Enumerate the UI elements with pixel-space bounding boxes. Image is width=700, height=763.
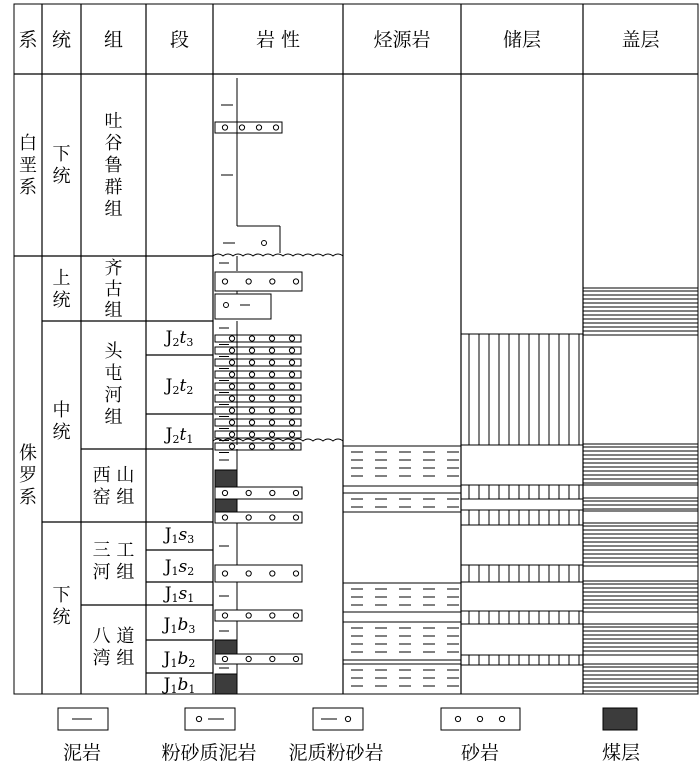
series-middle-jurassic: 统 — [52, 422, 71, 443]
coal-bed — [215, 499, 237, 512]
sand-dot — [229, 360, 234, 365]
header-2: 组 — [103, 29, 124, 51]
sand-dot — [269, 420, 274, 425]
sand-dot — [229, 408, 234, 413]
sand-dot — [289, 360, 294, 365]
sand-dot — [477, 716, 482, 721]
formation-qigu: 古 — [104, 279, 123, 300]
sand-dot — [499, 716, 504, 721]
sand-dot — [269, 348, 274, 353]
series-lower-jurassic: 统 — [52, 607, 71, 628]
sand-dot — [222, 515, 227, 520]
sand-dot — [249, 420, 254, 425]
header-0: 系 — [18, 29, 38, 51]
formation-toutunhe: 组 — [104, 407, 123, 428]
system-jurassic: 罗 — [19, 465, 37, 486]
sand-dot — [222, 656, 227, 661]
sand-dot — [246, 490, 251, 495]
formation-xishanyao: 窑 组 — [92, 487, 135, 508]
sand-dot — [289, 420, 294, 425]
sand-dot — [289, 372, 294, 377]
sand-dot — [269, 336, 274, 341]
thin-sandstone-bed — [215, 431, 301, 438]
thin-sandstone-bed — [215, 371, 301, 378]
legend-swatch-coal — [603, 708, 637, 730]
sand-dot — [256, 125, 261, 130]
sand-dot — [222, 490, 227, 495]
series-lower-cretaceous: 统 — [52, 166, 71, 187]
sand-dot — [249, 432, 254, 437]
unconformity-line — [213, 254, 343, 256]
formation-sangonghe: 河 组 — [92, 562, 135, 583]
sand-dot — [455, 716, 460, 721]
silt-dot — [224, 303, 229, 308]
sand-dot — [229, 336, 234, 341]
sand-dot — [270, 613, 275, 618]
formation-sangonghe: 三 工 — [92, 540, 135, 561]
sand-dot — [229, 444, 234, 449]
sand-dot — [246, 279, 251, 284]
legend-swatch-muddy-siltstone — [313, 708, 363, 730]
series-lower-cretaceous: 下 — [52, 144, 71, 165]
coal-bed — [215, 674, 237, 694]
header-1: 统 — [51, 29, 72, 51]
formation-qigu: 齐 — [104, 258, 123, 279]
member-J1b2: J1b2 — [163, 649, 196, 670]
member-J1s1: J1s1 — [164, 584, 195, 605]
sand-dot — [222, 279, 227, 284]
legend-label-muddy-siltstone: 泥质粉砂岩 — [288, 742, 384, 763]
silt-dot — [345, 716, 350, 721]
sand-dot — [246, 515, 251, 520]
sand-dot — [222, 125, 227, 130]
sand-dot — [249, 444, 254, 449]
formation-xishanyao: 西 山 — [92, 465, 135, 486]
thin-sandstone-bed — [215, 335, 301, 342]
sand-dot — [293, 571, 298, 576]
member-J1b3: J1b3 — [163, 615, 196, 636]
sand-dot — [246, 571, 251, 576]
sand-dot — [270, 571, 275, 576]
sand-dot — [293, 279, 298, 284]
sand-dot — [229, 384, 234, 389]
sand-dot — [293, 515, 298, 520]
formation-tugulu: 群 — [104, 177, 123, 198]
sand-dot — [249, 348, 254, 353]
formation-badaowan: 八 道 — [92, 626, 135, 647]
system-jurassic: 系 — [19, 487, 37, 508]
sand-dot — [222, 613, 227, 618]
member-J2t3: J2t3 — [165, 328, 194, 349]
sand-dot — [270, 490, 275, 495]
sand-dot — [289, 444, 294, 449]
formation-toutunhe: 屯 — [104, 363, 123, 384]
sand-dot — [269, 360, 274, 365]
system-cretaceous: 白 — [19, 133, 37, 154]
sand-dot — [229, 396, 234, 401]
sand-dot — [293, 490, 298, 495]
sand-dot — [269, 372, 274, 377]
seal-interval — [583, 523, 698, 566]
sand-dot — [289, 384, 294, 389]
header-4: 岩 性 — [255, 29, 301, 51]
sand-dot — [289, 432, 294, 437]
header-6: 储层 — [502, 29, 542, 51]
header-5: 烃源岩 — [373, 29, 431, 51]
sand-dot — [222, 571, 227, 576]
sand-dot — [289, 396, 294, 401]
sand-dot — [269, 444, 274, 449]
thin-sandstone-bed — [215, 443, 301, 450]
sand-dot — [246, 656, 251, 661]
sand-dot — [229, 432, 234, 437]
silt-dot — [262, 241, 267, 246]
sand-dot — [249, 408, 254, 413]
thin-sandstone-bed — [215, 383, 301, 390]
series-lower-jurassic: 下 — [52, 585, 71, 606]
series-upper-jurassic: 统 — [52, 290, 71, 311]
system-jurassic: 侏 — [19, 443, 37, 464]
series-upper-jurassic: 上 — [52, 268, 71, 289]
member-J1s3: J1s3 — [164, 525, 195, 546]
coal-bed — [215, 640, 237, 654]
thin-sandstone-bed — [215, 347, 301, 354]
sand-dot — [293, 656, 298, 661]
formation-tugulu: 组 — [104, 199, 123, 220]
sand-dot — [249, 384, 254, 389]
silty-mud-bed — [215, 294, 271, 319]
member-J1s2: J1s2 — [164, 557, 195, 578]
sand-dot — [269, 432, 274, 437]
unconformity-line — [213, 439, 343, 441]
formation-toutunhe: 河 — [104, 385, 123, 406]
sand-dot — [289, 408, 294, 413]
sand-dot — [273, 125, 278, 130]
thin-sandstone-bed — [215, 407, 301, 414]
legend-label-sandstone: 砂岩 — [460, 742, 500, 763]
sand-dot — [270, 656, 275, 661]
formation-qigu: 组 — [104, 300, 123, 321]
thin-sandstone-bed — [215, 359, 301, 366]
header-3: 段 — [169, 29, 190, 51]
sand-dot — [270, 515, 275, 520]
sand-dot — [246, 613, 251, 618]
sand-dot — [249, 336, 254, 341]
legend-label-silty-mudstone: 粉砂质泥岩 — [161, 742, 257, 763]
sand-dot — [269, 408, 274, 413]
thin-sandstone-bed — [215, 419, 301, 426]
member-J1b1: J1b1 — [163, 675, 196, 696]
silt-dot — [196, 716, 201, 721]
sand-dot — [269, 384, 274, 389]
member-J2t2: J2t2 — [165, 376, 194, 397]
sand-dot — [269, 396, 274, 401]
sand-dot — [293, 613, 298, 618]
formation-tugulu: 谷 — [104, 133, 123, 154]
header-7: 盖层 — [621, 29, 660, 51]
legend-label-mudstone: 泥岩 — [62, 742, 102, 763]
system-cretaceous: 垩 — [19, 155, 37, 176]
system-cretaceous: 系 — [19, 177, 37, 198]
legend-label-coal: 煤层 — [601, 742, 641, 763]
thin-sandstone-bed — [215, 395, 301, 402]
sand-dot — [239, 125, 244, 130]
formation-badaowan: 湾 组 — [92, 648, 135, 669]
member-J2t1: J2t1 — [165, 425, 194, 446]
formation-tugulu: 吐 — [104, 111, 123, 132]
sand-dot — [229, 348, 234, 353]
sand-dot — [229, 372, 234, 377]
sand-dot — [270, 279, 275, 284]
coal-bed — [215, 470, 237, 487]
sand-dot — [229, 420, 234, 425]
sand-dot — [249, 360, 254, 365]
series-middle-jurassic: 中 — [52, 400, 71, 421]
sand-dot — [289, 348, 294, 353]
sand-dot — [289, 336, 294, 341]
sand-dot — [249, 372, 254, 377]
sand-dot — [249, 396, 254, 401]
formation-toutunhe: 头 — [104, 341, 123, 362]
formation-tugulu: 鲁 — [104, 155, 123, 176]
